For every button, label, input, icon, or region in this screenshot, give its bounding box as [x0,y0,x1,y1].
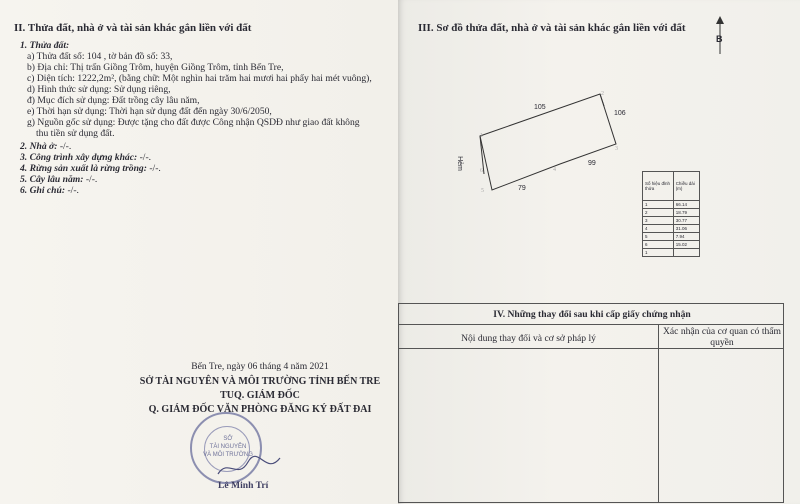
item-4 [20,163,161,174]
length-cell: 30.77 [673,217,699,225]
vertex-label-5: 5 [481,188,484,194]
table-header-length: Chiều dài (m) [673,172,699,201]
table-row [643,209,700,217]
stamp-text-1: SỞ [223,436,233,442]
signature-org: SỞ TÀI NGUYÊN VÀ MÔI TRƯỜNG TỈNH BẾN TRE [139,376,381,387]
road-label: Hẻm [455,156,463,171]
table-row [643,249,700,257]
dim-inner: 99 [588,160,596,167]
item-5-label: 5. Cây lâu năm: [20,174,84,185]
vertex-id-cell: 1 [643,201,674,209]
vertex-id-cell: 5 [643,233,674,241]
signature-office: Q. GIÁM ĐỐC VĂN PHÒNG ĐĂNG KÝ ĐẤT ĐAI [148,404,372,415]
table-row [643,217,700,225]
changes-section [398,303,784,503]
dim-top: 105 [534,104,546,111]
item-2-label: 2. Nhà ở: [20,141,58,152]
vertex-label-3: 3 [615,146,618,152]
vertex-id-cell: 3 [643,217,674,225]
changes-col-confirm: Xác nhận của cơ quan có thẩm quyền [662,326,781,348]
item-6-label: 6. Ghi chú: [20,185,66,196]
vertex-label-4: 4 [553,167,556,173]
length-cell: 31.06 [673,225,699,233]
length-cell: 15.02 [673,241,699,249]
signature-tuq: TUQ. GIÁM ĐỐC [220,390,300,401]
table-row [643,201,700,209]
vertex-id-cell: 2 [643,209,674,217]
stamp-text-3: VÀ MÔI TRƯỜNG [203,452,253,458]
table-row [643,233,700,241]
usage-term: e) Thời hạn sử dụng: Thời hạn sử dụng đất đến ngày 30/6/2050, [27,106,272,117]
vertex-id-cell: 4 [643,225,674,233]
item-6-value: -/-. [67,185,79,196]
dim-right: 106 [614,110,626,117]
north-label: B [716,34,723,44]
item-6 [20,185,79,196]
area: c) Diện tích: 1222,2m², (bằng chữ: Một nghìn hai trăm hai mươi hai phẩy hai mét vuông), [27,73,372,84]
item-2-value: -/-. [59,141,72,152]
usage-purpose: đ) Mục đích sử dụng: Đất trồng cây lâu năm, [27,95,200,106]
dim-bottom: 79 [518,185,526,192]
section-iii-title: III. Sơ đồ thửa đất, nhà ở và tài sản khác gắn liền với đất [418,22,686,34]
signer-name: Lê Minh Trí [218,480,269,491]
length-cell: 7.94 [673,233,699,241]
address: b) Địa chỉ: Thị trấn Giồng Trôm, huyện Giồng Trôm, tỉnh Bến Tre, [27,62,284,73]
usage-origin: g) Nguồn gốc sử dụng: Được tặng cho đất được Công nhận QSDĐ như giao đất không [27,117,360,128]
changes-col-content: Nội dung thay đổi và cơ sở pháp lý [461,333,596,344]
item-5-value: -/-. [85,174,98,185]
north-arrow [712,16,728,61]
length-cell: 66.14 [673,201,699,209]
item-4-label: 4. Rừng sản xuất là rừng trồng: [20,163,147,174]
parcel-number: a) Thửa đất số: 104 , tờ bản đồ số: 33, [27,51,173,62]
length-cell: 18.79 [673,209,699,217]
table-header-vertex: Số hiệu đỉnh thửa [643,172,674,201]
vertex-length-table [642,171,700,257]
vertex-label-1: 1 [480,133,483,139]
section-iv-title: IV. Những thay đổi sau khi cấp giấy chứng nhận [493,309,691,320]
signature-date: Bến Tre, ngày 06 tháng 4 năm 2021 [191,361,329,372]
vertex-label-6: 6 [480,168,483,174]
usage-origin-cont: thu tiền sử dụng đất. [36,128,115,139]
item-5 [20,174,97,185]
vertex-label-2: 2 [601,91,604,97]
section-ii-title: II. Thửa đất, nhà ở và tài sản khác gắn liền với đất [14,22,252,34]
table-row [643,225,700,233]
item-4-value: -/-. [149,163,161,174]
item-2 [20,141,71,152]
item-3 [20,152,151,163]
vertex-id-cell: 6 [643,241,674,249]
handwritten-signature [214,452,284,482]
table-row [643,241,700,249]
stamp-text-2: TÀI NGUYÊN [209,444,247,450]
item-3-label: 3. Công trình xây dựng khác: [20,152,138,163]
parcel-map [440,80,640,200]
item-1-heading: 1. Thửa đất: [20,40,70,51]
length-cell [673,249,699,257]
usage-form: d) Hình thức sử dụng: Sử dụng riêng, [27,84,171,95]
item-3-value: -/-. [139,152,152,163]
vertex-id-cell: 1 [643,249,674,257]
